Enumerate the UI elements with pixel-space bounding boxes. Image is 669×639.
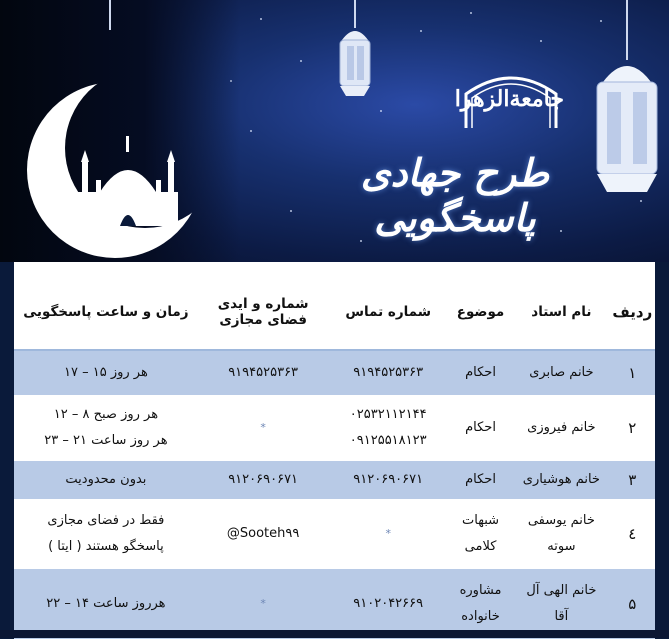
cell-row-number: ٤ (610, 499, 655, 569)
header-online-id-line2: فضای مجازی (219, 312, 307, 328)
cell-teacher-name (513, 499, 610, 569)
cell-teacher-name-line1: خانم الهی آل (526, 583, 597, 598)
header-row-number: ردیف (610, 262, 655, 350)
cell-phone: ۹۱۰۲۰۴۲۶۶۹ (328, 569, 448, 639)
cell-subject: احکام (448, 350, 513, 395)
banner-title: طرح جهادی پاسخگویی (360, 150, 550, 240)
cell-online-id: * (198, 569, 329, 639)
table-row (14, 350, 655, 395)
cell-teacher-name-line2: آقا (554, 609, 569, 624)
cell-response-time-line2: هر روز ساعت ۲۱ – ۲۳ (44, 433, 168, 448)
crescent-moon-icon (20, 70, 220, 260)
header-teacher-name: نام استاد (513, 262, 610, 350)
cell-phone: ۹۱۲۰۶۹۰۶۷۱ (328, 461, 448, 499)
cell-online-id: ۹۱۲۰۶۹۰۶۷۱ (198, 461, 329, 499)
cell-row-number: ۱ (610, 350, 655, 395)
cell-response-time-line1: فقط در فضای مجازی (47, 513, 165, 528)
cell-subject-line2: خانواده (461, 609, 500, 624)
cell-online-id: ۹۱۹۴۵۲۵۳۶۳ (198, 350, 329, 395)
table-row (14, 499, 655, 569)
cell-teacher-name-line2: سوته (547, 539, 576, 554)
cell-subject (448, 569, 513, 639)
cell-subject-line2: کلامی (464, 539, 497, 554)
header-online-id (198, 262, 329, 350)
header-online-id-line1: شماره و ایدی (217, 296, 309, 312)
responders-table-container (14, 262, 655, 630)
cell-phone: * (328, 499, 448, 569)
cell-phone-line2: ۰۹۱۲۵۵۱۸۱۲۳ (349, 433, 427, 448)
lantern-icon (585, 0, 669, 209)
cell-phone (328, 395, 448, 461)
header-phone: شماره تماس (328, 262, 448, 350)
cell-response-time (14, 395, 198, 461)
lantern-icon (330, 0, 380, 114)
cell-row-number: ۳ (610, 461, 655, 499)
cell-teacher-name: خانم فیروزی (513, 395, 610, 461)
table-header-row (14, 262, 655, 350)
cell-phone: ۹۱۹۴۵۲۵۳۶۳ (328, 350, 448, 395)
university-logo (454, 68, 564, 132)
cell-online-id: * (198, 395, 329, 461)
cell-response-time: هرروز ساعت ۱۴ – ۲۲ (14, 569, 198, 639)
cell-teacher-name (513, 569, 610, 639)
header-subject: موضوع (448, 262, 513, 350)
cell-subject-line1: مشاوره (459, 583, 502, 598)
cell-response-time (14, 499, 198, 569)
cell-online-id-handle: @Sooteh۹۹ (226, 526, 300, 541)
table-row (14, 569, 655, 639)
cell-subject (448, 499, 513, 569)
responders-table (14, 262, 655, 639)
cell-teacher-name: خانم صابری (513, 350, 610, 395)
header-response-time: زمان و ساعت پاسخگویی (14, 262, 198, 350)
table-row (14, 395, 655, 461)
cell-subject: احکام (448, 395, 513, 461)
cell-response-time: بدون محدودیت (14, 461, 198, 499)
cell-response-time-line2: پاسخگو هستند ( ایتا ) (48, 539, 164, 554)
cell-row-number: ۵ (610, 569, 655, 639)
header-banner (0, 0, 669, 262)
cell-online-id (198, 499, 329, 569)
lantern-icon (95, 0, 125, 44)
cell-response-time: هر روز ۱۵ – ۱۷ (14, 350, 198, 395)
table-row (14, 461, 655, 499)
cell-teacher-name: خانم هوشیاری (513, 461, 610, 499)
cell-phone-line1: ۰۲۵۳۲۱۱۲۱۴۴ (349, 407, 427, 422)
cell-subject-line1: شبهات (462, 513, 500, 528)
cell-row-number: ۲ (610, 395, 655, 461)
cell-subject: احکام (448, 461, 513, 499)
cell-teacher-name-line1: خانم یوسفی (527, 513, 595, 528)
cell-response-time-line1: هر روز صبح ۸ – ۱۲ (53, 407, 159, 422)
logo-text: جامعةالزهرا (454, 86, 564, 112)
